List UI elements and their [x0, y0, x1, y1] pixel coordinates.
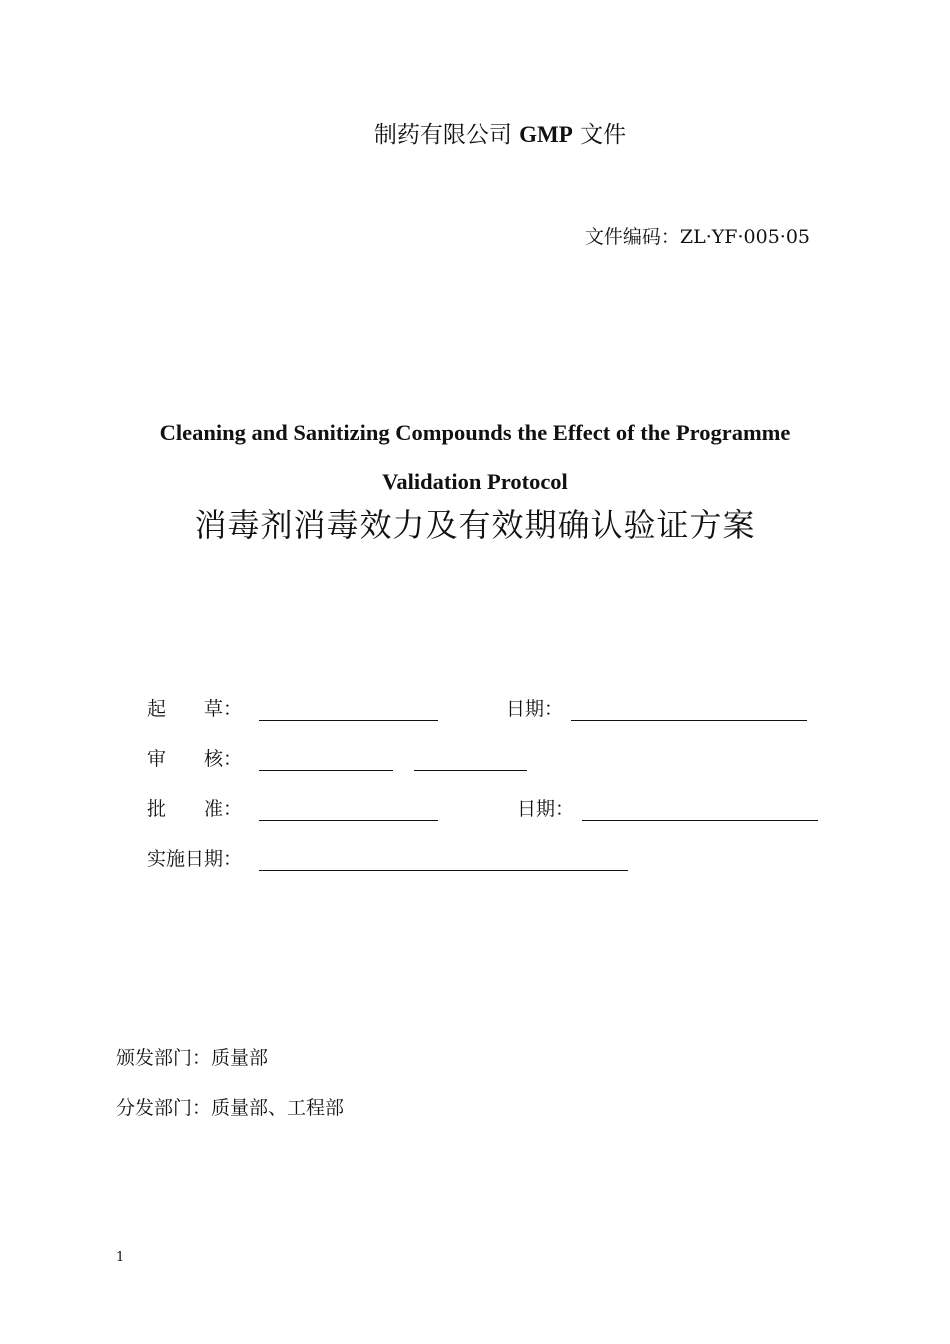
review-signature-line-2[interactable]: [414, 770, 527, 771]
draft-label: 起 草：: [147, 698, 243, 720]
effective-date-label: 实施日期：: [147, 848, 243, 870]
distributed-to: 分发部门：质量部、工程部: [116, 1097, 345, 1119]
title-chinese: 消毒剂消毒效力及有效期确认验证方案: [194, 506, 756, 544]
review-signature-line-1[interactable]: [259, 770, 393, 771]
company-prefix: 制药有限公司: [373, 122, 512, 148]
company-gmp: GMP: [519, 122, 573, 147]
title-english-line2: Validation Protocol: [382, 469, 568, 494]
issued-by: 颁发部门：质量部: [116, 1047, 269, 1069]
approve-signature-line[interactable]: [259, 820, 438, 821]
approve-date-label: 日期：: [517, 798, 575, 820]
draft-date-label: 日期：: [506, 698, 564, 720]
company-suffix: 文件: [580, 122, 627, 148]
review-label: 审 核：: [147, 748, 243, 770]
draft-date-line[interactable]: [571, 720, 807, 721]
draft-signature-line[interactable]: [259, 720, 438, 721]
company-header: [0, 116, 950, 149]
title-english-line1: Cleaning and Sanitizing Compounds the Effect of the Programme: [159, 420, 791, 445]
document-code: 文件编码：ZL·YF·005·05: [584, 226, 810, 248]
page-number: 1: [116, 1250, 125, 1265]
approve-date-line[interactable]: [582, 820, 818, 821]
effective-date-line[interactable]: [259, 870, 628, 871]
approve-label: 批 准：: [147, 798, 243, 820]
